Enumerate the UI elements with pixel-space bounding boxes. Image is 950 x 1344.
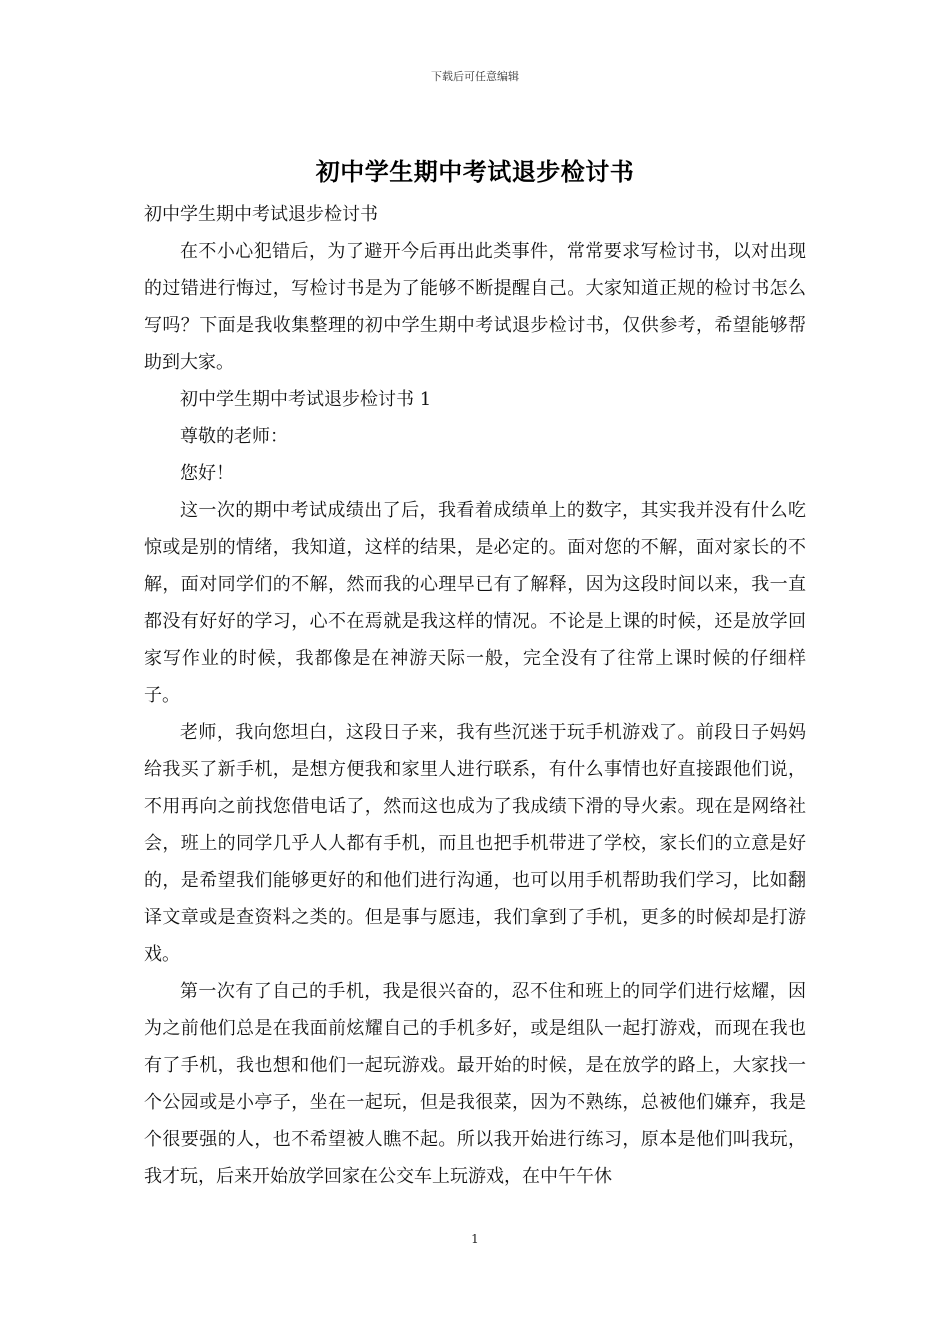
document-title: 初中学生期中考试退步检讨书 xyxy=(315,157,635,186)
page-number: 1 xyxy=(471,1232,479,1246)
paragraph-salutation: 尊敬的老师： xyxy=(180,426,288,447)
paragraph-body-3: 第一次有了自己的手机，我是很兴奋的，忍不住和班上的同学们进行炫耀，因为之前他们总是在我面前炫耀自己的手机多好，或是组队一起打游戏，而现在我也有了手机，我也想和他们一起玩游戏。最开始的时候，是在放学的路上，大家找一个公园或是小亭子，坐在一起玩，但是我很菜，因为不熟练，总被他们嫌弃，我是个很要强的人，也不希望被人瞧不起。所以我开始进行练习，原本是他们叫我玩，我才玩，后来开始放学回家在公交车上玩游戏，在中午午休 xyxy=(144,981,806,1187)
paragraph-body-2: 老师，我向您坦白，这段日子来，我有些沉迷于玩手机游戏了。前段日子妈妈给我买了新手机，是想方便我和家里人进行联系，有什么事情也好直接跟他们说，不用再向之前找您借电话了，然而这也成为了我成绩下滑的导火索。现在是网络社会，班上的同学几乎人人都有手机，而且也把手机带进了学校，家长们的立意是好的，是希望我们能够更好的和他们进行沟通，也可以用手机帮助我们学习，比如翻译文章或是查资料之类的。但是事与愿违，我们拿到了手机，更多的时候却是打游戏。 xyxy=(144,722,806,965)
paragraph-subtitle: 初中学生期中考试退步检讨书 xyxy=(144,204,378,225)
paragraph-section-heading: 初中学生期中考试退步检讨书 1 xyxy=(180,389,432,410)
paragraph-greeting: 您好！ xyxy=(180,463,234,484)
paragraph-intro: 在不小心犯错后，为了避开今后再出此类事件，常常要求写检讨书，以对出现的过错进行悔过，写检讨书是为了能够不断提醒自己。大家知道正规的检讨书怎么写吗？下面是我收集整理的初中学生期中考试退步检讨书，仅供参考，希望能够帮助到大家。 xyxy=(144,241,806,373)
document-body xyxy=(144,196,806,1195)
paragraph-body-1: 这一次的期中考试成绩出了后，我看着成绩单上的数字，其实我并没有什么吃惊或是别的情绪，我知道，这样的结果，是必定的。面对您的不解，面对家长的不解，面对同学们的不解，然而我的心理早已有了解释，因为这段时间以来，我一直都没有好好的学习，心不在焉就是我这样的情况。不论是上课的时候，还是放学回家写作业的时候，我都像是在神游天际一般，完全没有了往常上课时候的仔细样子。 xyxy=(144,500,806,706)
page-header-note: 下载后可任意编辑 xyxy=(431,70,519,83)
